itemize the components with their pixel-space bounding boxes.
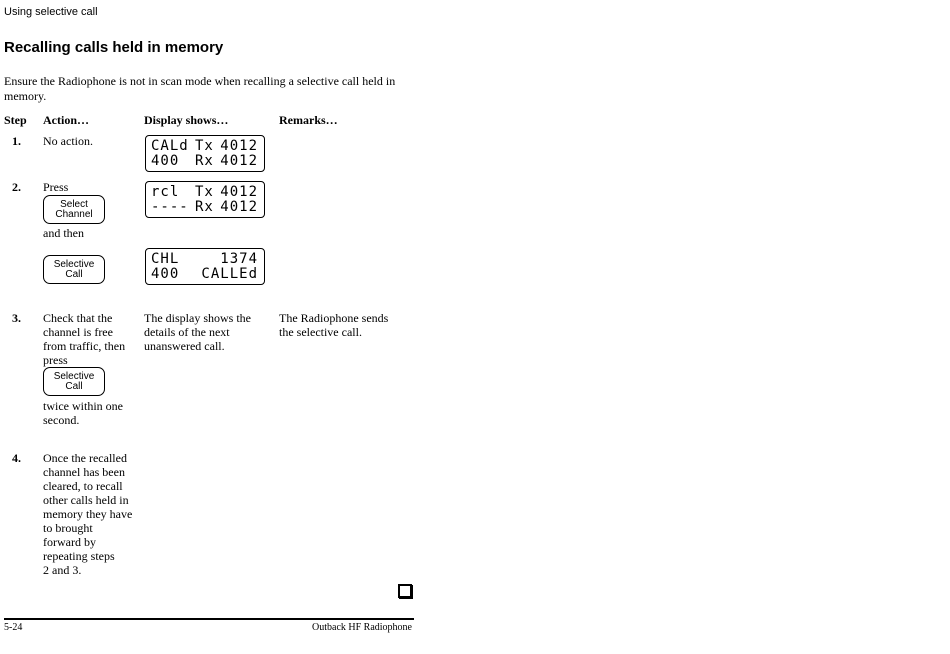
text-line: channel has been <box>43 465 125 479</box>
step-action: and then <box>43 226 84 240</box>
lcd-text: Rx <box>195 199 214 215</box>
column-header-remarks: Remarks… <box>279 113 338 127</box>
end-of-section-box-icon <box>398 584 412 598</box>
lcd-text: Rx <box>195 153 214 169</box>
column-header-display: Display shows… <box>144 113 229 127</box>
key-label: Call <box>65 268 83 280</box>
text-line: The Radiophone sends <box>279 311 389 325</box>
lcd-text: CHL <box>151 251 180 267</box>
text-line: the selective call. <box>279 325 362 339</box>
text-line: press <box>43 353 68 367</box>
lcd-text: 4012 <box>220 138 258 154</box>
text-line: twice within one <box>43 399 123 413</box>
lcd-row <box>151 200 258 215</box>
text-line: second. <box>43 413 80 427</box>
lcd-text: 400 <box>151 266 180 282</box>
key-label: Call <box>65 380 83 392</box>
lcd-text: Tx <box>195 138 214 154</box>
page-number: 5-24 <box>4 622 23 633</box>
selective-call-key[interactable] <box>43 367 105 396</box>
text-line: channel is free <box>43 325 113 339</box>
lcd-row <box>151 185 258 200</box>
step-display-text <box>144 311 251 353</box>
footer-product-name: Outback HF Radiophone <box>312 622 412 633</box>
step-action <box>43 311 125 367</box>
lcd-row <box>151 252 258 267</box>
section-label: Using selective call <box>4 6 98 18</box>
text-line: forward by <box>43 535 96 549</box>
lcd-text: 400 <box>151 153 180 169</box>
lcd-row <box>151 154 258 169</box>
text-line: repeating steps <box>43 549 115 563</box>
lcd-text: 4012 <box>220 184 258 200</box>
column-header-action: Action… <box>43 113 89 127</box>
lcd-text: 4012 <box>220 153 258 169</box>
key-label: Select <box>60 198 88 210</box>
step-action: No action. <box>43 134 93 148</box>
step-action: Press <box>43 180 69 194</box>
lcd-display <box>145 135 265 172</box>
text-line: memory they have <box>43 507 133 521</box>
step-number: 1. <box>12 134 21 148</box>
lcd-text: 4012 <box>220 199 258 215</box>
text-line: from traffic, then <box>43 339 126 353</box>
lcd-row <box>151 267 258 282</box>
text-line: 2 and 3. <box>43 563 82 577</box>
lcd-text: CALd <box>151 138 189 154</box>
lcd-text: ---- <box>151 199 189 215</box>
step-number: 3. <box>12 311 21 325</box>
lcd-text: 1374 <box>220 251 258 267</box>
text-line: unanswered call. <box>144 339 225 353</box>
lcd-text: Tx <box>195 184 214 200</box>
step-number: 2. <box>12 180 21 194</box>
step-action <box>43 399 123 427</box>
text-line: Check that the <box>43 311 113 325</box>
lcd-display <box>145 181 265 218</box>
key-label: Selective <box>53 370 95 382</box>
step-remarks <box>279 311 388 339</box>
text-line: to brought <box>43 521 93 535</box>
lcd-display <box>145 248 265 285</box>
page-title: Recalling calls held in memory <box>4 39 224 56</box>
key-label: Channel <box>55 208 93 220</box>
text-line: cleared, to recall <box>43 479 123 493</box>
step-action <box>43 451 132 577</box>
text-line: other calls held in <box>43 493 129 507</box>
lcd-text: rcl <box>151 184 180 200</box>
text-line: The display shows the <box>144 311 251 325</box>
intro-paragraph: Ensure the Radiophone is not in scan mode when recalling a selective call held in memory. <box>4 74 396 103</box>
step-number: 4. <box>12 451 21 465</box>
column-header-step: Step <box>4 113 27 127</box>
key-label: Selective <box>53 258 95 270</box>
text-line: details of the next <box>144 325 230 339</box>
lcd-row <box>151 139 258 154</box>
text-line: Once the recalled <box>43 451 127 465</box>
lcd-text: CALLEd <box>201 266 258 282</box>
footer-divider <box>4 618 414 620</box>
selective-call-key[interactable] <box>43 255 105 284</box>
select-channel-key[interactable] <box>43 195 105 224</box>
